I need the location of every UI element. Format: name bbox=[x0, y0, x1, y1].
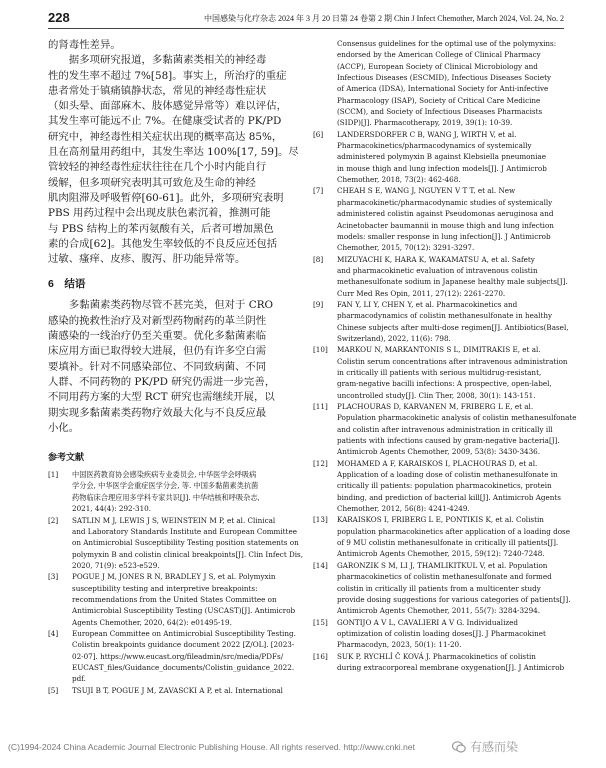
reference-text bbox=[337, 254, 571, 299]
reference-number: [10] bbox=[313, 345, 328, 355]
text-line: Pharmacokinetics/pharmacodynamics of systemically bbox=[337, 141, 532, 151]
text-line: 人群、不同药物的 PK/PD 研究仍需进一步完善， bbox=[48, 375, 276, 388]
watermark-text: 有感而染 bbox=[470, 740, 519, 754]
text-line: population pharmacokinetics after application of a loading dose bbox=[337, 526, 570, 536]
text-line: 性的发生率不超过 7%[58]。事实上，所治疗的重症 bbox=[48, 69, 287, 82]
reference-item bbox=[313, 129, 571, 186]
text-line: 2021, 44(4): 292-310. bbox=[72, 504, 152, 514]
reference-item bbox=[313, 254, 571, 299]
text-line: of 9 MU colistin methanesulfonate in critically ill patients[J]. bbox=[337, 538, 559, 548]
text-line: 其发生率可能远不止 7%。在健康受试者的 PK/PD bbox=[48, 115, 282, 128]
left-column bbox=[48, 38, 304, 696]
page-header bbox=[48, 10, 564, 29]
right-column bbox=[313, 38, 577, 673]
reference-number: [5] bbox=[48, 685, 59, 695]
text-line: Chemother, 2015, 70(12): 3291-3297. bbox=[337, 243, 475, 253]
text-line: 缓解，但多项研究表明其可致危及生命的神经 bbox=[48, 176, 256, 189]
text-line: models: smaller response in lung infection[J]. J Antimicrob bbox=[337, 231, 551, 241]
text-line: patients with infections caused by gram-negative bacteria[J]. bbox=[337, 436, 560, 446]
text-line: TSUJI B T, POGUE J M, ZAVASCKI A P, et al. International bbox=[72, 685, 283, 695]
text-line: Agents Chemother, 2020, 64(2): e01495-19. bbox=[72, 617, 232, 627]
reference-text bbox=[337, 514, 571, 559]
text-line: and Laboratory Standards Institute and European Committee bbox=[72, 526, 297, 536]
text-line: binding, and prediction of bacterial kill[J]. Antimicrob Agents bbox=[337, 492, 561, 502]
text-line: Infectious Diseases (ESCMID), Infectious Diseases Society bbox=[337, 73, 552, 83]
reference-number: [7] bbox=[313, 186, 324, 196]
text-line: during extracorporeal membrane oxygenation[J]. J Antimicrob bbox=[337, 662, 565, 672]
text-line: 据多项研究报道，多黏菌素类相关的神经毒 bbox=[68, 54, 267, 67]
section-heading-conclusion: 6 结语 bbox=[48, 278, 86, 291]
reference-text bbox=[72, 469, 300, 514]
text-line: MOHAMED A F, KARAISKOS I, PLACHOURAS D, et al. bbox=[337, 458, 538, 468]
text-line: Pharmacodyn, 2023, 50(1): 11-20. bbox=[337, 640, 462, 650]
text-line: (SIDP)[J]. Pharmacotherapy, 2019, 39(1): 10-39. bbox=[337, 118, 513, 128]
watermark-badge bbox=[448, 736, 522, 757]
references-heading: 参考文献 bbox=[48, 452, 85, 463]
paragraph-neurotoxicity bbox=[48, 53, 300, 267]
reference-text bbox=[72, 685, 300, 696]
text-line: 药物临床合理应用多学科专家共识[J]. 中华结核和呼吸杂志, bbox=[72, 492, 260, 502]
reference-item bbox=[313, 617, 571, 651]
text-line: MARKOU N, MARKANTONIS S L, DIMITRAKIS E, et al. bbox=[337, 345, 541, 355]
text-line: Curr Med Res Opin, 2011, 27(12): 2261-2270. bbox=[337, 288, 506, 298]
reference-number bbox=[313, 38, 337, 129]
text-line: (ACCP), European Society of Clinical Microbiology and bbox=[337, 61, 538, 71]
reference-text bbox=[72, 628, 300, 685]
reference-number: [1] bbox=[48, 470, 59, 480]
reference-text bbox=[337, 560, 571, 617]
reference-item bbox=[313, 651, 571, 674]
text-line: SUK P, RYCHLÍ Č KOVÁ J. Pharmacokinetics of colistin bbox=[337, 651, 536, 661]
text-line: Antimicrob Agents Chemother, 2009, 53(8): 3430-3436. bbox=[337, 447, 541, 457]
text-line: Antimicrob Agents Chemother, 2011, 55(7): 3284-3294. bbox=[337, 606, 541, 616]
text-line: MIZUYACHI K, HARA K, WAKAMATSU A, et al. Safety bbox=[337, 254, 535, 264]
text-line: 研究中，神经毒性相关症状出现的概率高达 85%， bbox=[48, 130, 283, 143]
text-line: recommendations from the United States Committee on bbox=[72, 594, 277, 604]
text-line: 素的合成[62]。其他发生率较低的不良反应还包括 bbox=[48, 237, 278, 250]
reference-item bbox=[313, 458, 571, 515]
text-line: 中国医药教育协会感染疾病专业委员会, 中华医学会呼吸病 bbox=[72, 470, 257, 480]
text-line: optimization of colistin loading doses[J]. J Pharmacokinet bbox=[337, 628, 546, 638]
text-line: methanesulfonate sodium in Japanese healthy male subjects[J]. bbox=[337, 277, 568, 287]
reference-number: [8] bbox=[313, 254, 324, 264]
text-line: POGUE J M, JONES R N, BRADLEY J S, et al. Polymyxin bbox=[72, 572, 276, 582]
text-line: pharmacodynamics of colistin methanesulfonate in healthy bbox=[337, 311, 553, 321]
text-line: CHEAH S E, WANG J, NGUYEN V T T, et al. New bbox=[337, 186, 516, 196]
text-line: FAN Y, LI Y, CHEN Y, et al. Pharmacokinetics and bbox=[337, 299, 518, 309]
reference-number: [16] bbox=[313, 651, 328, 661]
text-line: 管较轻的神经毒性症状往往在几个小时内能自行 bbox=[48, 161, 267, 174]
text-line: SATLIN M J, LEWIS J S, WEINSTEIN M P, et al. Clinical bbox=[72, 515, 276, 525]
text-line: Antimicrob Agents Chemother, 2015, 59(12): 7240-7248. bbox=[337, 549, 545, 559]
reference-text bbox=[337, 129, 571, 186]
reference-number: [12] bbox=[313, 458, 328, 468]
text-line: GARONZIK S M, LI J, THAMLIKITKUL V, et al. Population bbox=[337, 560, 548, 570]
reference-item bbox=[313, 401, 577, 458]
text-line: Population pharmacokinetic analysis of colistin methanesulfonate bbox=[337, 413, 577, 423]
text-line: 肌肉阻滞及呼吸暂停[60-61]。此外，多项研究表明 bbox=[48, 191, 284, 204]
paragraph-nephrotoxicity-end bbox=[48, 38, 300, 53]
text-line: Consensus guidelines for the optimal use of the polymyxins: bbox=[337, 39, 557, 48]
reference-item bbox=[48, 515, 304, 572]
text-line: EUCAST_files/Guidance_documents/Colistin_guidance_2022. bbox=[72, 662, 295, 672]
text-line: and pharmacokinetic evaluation of intravenous colistin bbox=[337, 265, 538, 275]
reference-text bbox=[337, 458, 571, 515]
reference-text bbox=[337, 38, 571, 129]
reference-text bbox=[72, 515, 303, 572]
text-line: Pharmacology (ISAP), Society of Critical Care Medicine bbox=[337, 95, 541, 105]
text-line: 患者常处于镇痛镇静状态，常见的神经毒性症状 bbox=[48, 84, 267, 97]
reference-item bbox=[313, 185, 571, 253]
reference-number: [9] bbox=[313, 299, 324, 309]
text-line: susceptibility testing and interpretive breakpoints: bbox=[72, 583, 258, 593]
text-line: LANDERSDORFER C B, WANG J, WIRTH V, et al. bbox=[337, 129, 517, 139]
text-line: administered colistin against Pseudomonas aeruginosa and bbox=[337, 209, 554, 219]
text-line: GONTIJO A V L, CAVALIERI A V G. Individualized bbox=[337, 617, 519, 627]
text-line: provide dosing suggestions for various categories of patients[J]. bbox=[337, 594, 571, 604]
text-line: 床应用方面已取得较大进展，但仍有许多空白需 bbox=[48, 345, 267, 358]
text-line: PLACHOURAS D, KARVANEN M, FRIBERG L E, et al. bbox=[337, 402, 534, 411]
reference-number: [14] bbox=[313, 560, 328, 570]
reference-item bbox=[313, 344, 571, 401]
reference-item bbox=[313, 38, 571, 129]
reference-text bbox=[337, 344, 571, 401]
text-line: 且在高剂量用药组中，其发生率达 100%[17, 59]。尽 bbox=[48, 146, 299, 159]
text-line: European Committee on Antimicrobial Susceptibility Testing. bbox=[72, 628, 296, 638]
text-line: （如头晕、面部麻木、肢体感觉异常等）难以评估， bbox=[48, 100, 287, 113]
reference-text bbox=[337, 299, 571, 344]
reference-item bbox=[313, 514, 571, 559]
reference-item bbox=[48, 628, 300, 685]
reference-number: [2] bbox=[48, 515, 59, 525]
text-line: pharmacokinetic/pharmacodynamic studies of systemically bbox=[337, 197, 553, 207]
page-number: 228 bbox=[48, 10, 70, 25]
paragraph-conclusion bbox=[48, 298, 300, 436]
text-line: 期实现多黏菌素类药物疗效最大化与不良反应最 bbox=[48, 406, 267, 419]
text-line: 感染的挽救性治疗及对新型药物耐药的革兰阴性 bbox=[48, 314, 267, 327]
text-line: Colistin breakpoints guidance document 2022 [Z/OL]. [2023- bbox=[72, 640, 295, 650]
text-line: Chemother, 2018, 73(2): 462-468. bbox=[337, 175, 461, 185]
text-line: polymyxin B and colistin clinical breakpoints[J]. Clin Infect Dis, bbox=[72, 549, 304, 559]
copyright-footer: (C)1994-2024 China Academic Journal Electronic Publishing House. All rights reserved. http://www.cnki.net bbox=[8, 742, 415, 752]
text-line: in mouse thigh and lung infection models[J]. J Antimicrob bbox=[337, 163, 547, 173]
text-line: Acinetobacter baumannii in mouse thigh and lung infection bbox=[337, 220, 554, 230]
reference-text bbox=[72, 571, 300, 628]
text-line: and colistin after intravenous administration in critically ill bbox=[337, 424, 553, 434]
text-line: in critically ill patients with serious multidrug-resistant, bbox=[337, 367, 542, 377]
reference-number: [15] bbox=[313, 617, 328, 627]
text-line: KARAISKOS I, FRIBERG L E, PONTIKIS K, et al. Colistin bbox=[337, 515, 544, 525]
reference-item bbox=[313, 299, 571, 344]
text-line: Chinese subjects after multi-dose regimen[J]. Antibiotics(Basel, bbox=[337, 322, 569, 332]
text-line: 2020, 71(9): e523-e529. bbox=[72, 560, 160, 570]
reference-text bbox=[337, 185, 571, 253]
text-line: colistin in critically ill patients from a multicenter study bbox=[337, 583, 541, 593]
text-line: 过敏、瘙痒、皮疹、腹泻、肝功能异常等。 bbox=[48, 253, 246, 266]
text-line: (SCCM), and Society of Infectious Diseases Pharmacists bbox=[337, 107, 543, 117]
reference-text bbox=[337, 617, 571, 651]
text-line: pdf. bbox=[72, 674, 86, 684]
reference-list-right bbox=[313, 38, 577, 673]
text-line: Antimicrobial Susceptibility Testing (USCAST)[J]. Antimicrob bbox=[72, 606, 296, 616]
reference-number: [3] bbox=[48, 572, 59, 582]
reference-number: [11] bbox=[313, 402, 328, 411]
text-line: 要填补。针对不同感染部位、不同致病菌、不同 bbox=[48, 360, 267, 373]
text-line: of America (IDSA), International Society for Anti-infective bbox=[337, 84, 549, 94]
text-line: administered polymyxin B against Klebsiella pneumoniae bbox=[337, 152, 546, 162]
reference-number: [4] bbox=[48, 628, 59, 638]
text-line: uncontrolled study[J]. Clin Ther, 2008, 30(1): 143-151. bbox=[337, 390, 536, 400]
reference-text bbox=[337, 401, 577, 458]
text-line: Application of a loading dose of colistin methanesulfonate in bbox=[337, 470, 558, 480]
text-line: 不同用药方案的大型 RCT 研究也需继续开展，以 bbox=[48, 391, 275, 404]
text-line: 小化。 bbox=[48, 421, 80, 434]
text-line: 菌感染的一线治疗仍至关重要。优化多黏菌素临 bbox=[48, 330, 267, 343]
text-line: Colistin serum concentrations after intravenous administration bbox=[337, 356, 568, 366]
text-line: on Antimicrobial Susceptibility Testing position statements on bbox=[72, 538, 299, 548]
text-line: 的肾毒性差异。 bbox=[48, 39, 121, 51]
text-line: 02-07]. https://www.eucast.org/fileadmin/src/media/PDFs/ bbox=[72, 651, 284, 661]
text-line: pharmacokinetics of colistin methanesulfonate and formed bbox=[337, 572, 552, 582]
text-line: gram-negative bacilli infections: A prospective, open-label, bbox=[337, 379, 552, 389]
text-line: endorsed by the American College of Clinical Pharmacy bbox=[337, 50, 541, 60]
text-line: Switzerland), 2022, 11(6): 798. bbox=[337, 333, 451, 343]
reference-number: [6] bbox=[313, 129, 324, 139]
text-line: 多黏菌素类药物尽管不甚完美，但对于 CRO bbox=[68, 299, 274, 312]
reference-item bbox=[48, 571, 300, 628]
reference-text bbox=[337, 651, 571, 674]
wechat-icon bbox=[452, 740, 466, 754]
text-line: 与 PBS 结构上的苯丙氨酸有关，后者可增加黑色 bbox=[48, 222, 274, 235]
text-line: Chemother, 2012, 56(8): 4241-4249. bbox=[337, 504, 470, 514]
text-line: 学分会, 中华医学会重症医学分会, 等. 中国多黏菌素类抗菌 bbox=[72, 481, 259, 491]
text-line: critically ill patients: population pharmacokinetics, protein bbox=[337, 481, 552, 491]
reference-item bbox=[48, 469, 300, 514]
journal-running-head: 中国感染与化疗杂志 2024 年 3 月 20 日第 24 卷第 2 期 Chin J Infect Chemother, March 2024, Vol. 24, No. 2 bbox=[203, 14, 564, 23]
reference-item bbox=[48, 685, 300, 696]
reference-number: [13] bbox=[313, 515, 328, 525]
reference-list-left bbox=[48, 469, 304, 696]
reference-item bbox=[313, 560, 571, 617]
text-line: PBS 用药过程中会出现皮肤色素沉着，推测可能 bbox=[48, 207, 271, 220]
